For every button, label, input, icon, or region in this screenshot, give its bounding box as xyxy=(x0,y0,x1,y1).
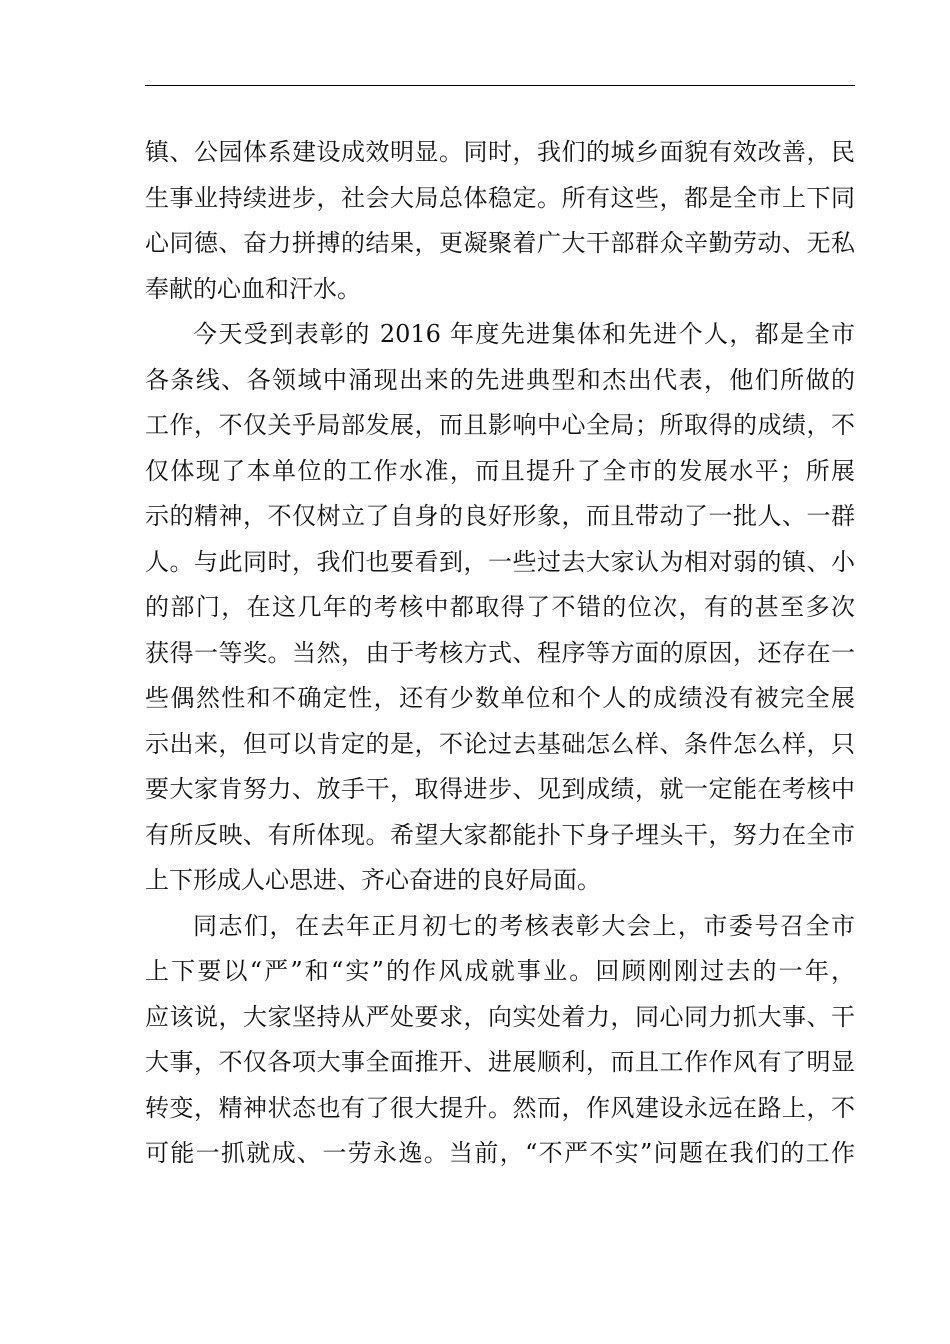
text-line: 应该说，大家坚持从严处要求，向实处着力，同心同力抓大事、干 xyxy=(145,1002,855,1031)
body-text xyxy=(145,130,855,1177)
text-line: 奉献的心血和汗水。 xyxy=(145,274,361,303)
header-rule xyxy=(145,85,855,86)
paragraph xyxy=(145,130,855,312)
text-line: 镇、公园体系建设成效明显。同时，我们的城乡面貌有效改善，民 xyxy=(145,138,855,166)
text-line: 示的精神，不仅树立了自身的良好形象，而且带动了一批人、一群 xyxy=(145,502,855,530)
text-line: 有所反映、有所体现。希望大家都能扑下身子埋头干，努力在全市 xyxy=(145,820,855,849)
text-line: 大事，不仅各项大事全面推开、进展顺利，而且工作作风有了明显 xyxy=(145,1048,855,1076)
text-line: 要大家肯努力、放手干，取得进步、见到成绩，就一定能在考核中 xyxy=(145,775,855,803)
text-line: 仅体现了本单位的工作水准，而且提升了全市的发展水平；所展 xyxy=(145,456,855,485)
text-line: 今天受到表彰的 2016 年度先进集体和先进个人，都是全市 xyxy=(193,320,855,348)
paragraph xyxy=(145,312,855,904)
text-line: 人。与此同时，我们也要看到，一些过去大家认为相对弱的镇、小 xyxy=(145,547,855,576)
text-line: 些偶然性和不确定性，还有少数单位和个人的成绩没有被完全展 xyxy=(145,684,855,712)
text-line: 各条线、各领域中涌现出来的先进典型和杰出代表，他们所做的 xyxy=(145,365,855,394)
text-line: 同志们，在去年正月初七的考核表彰大会上，市委号召全市 xyxy=(193,911,855,940)
text-line: 的部门，在这几年的考核中都取得了不错的位次，有的甚至多次 xyxy=(145,593,855,621)
text-line: 心同德、奋力拼搏的结果，更凝聚着广大干部群众辛勤劳动、无私 xyxy=(145,229,855,257)
text-line: 获得一等奖。当然，由于考核方式、程序等方面的原因，还存在一 xyxy=(145,638,855,667)
text-line: 转变，精神状态也有了很大提升。然而，作风建设永远在路上，不 xyxy=(145,1093,855,1122)
text-line: 生事业持续进步，社会大局总体稳定。所有这些，都是全市上下同 xyxy=(145,183,855,212)
paragraph xyxy=(145,904,855,1177)
text-line: 工作，不仅关乎局部发展，而且影响中心全局；所取得的成绩，不 xyxy=(145,411,855,439)
text-line: 上下要以“严”和“实”的作风成就事业。回顾刚刚过去的一年， xyxy=(145,957,855,985)
text-line: 示出来，但可以肯定的是，不论过去基础怎么样、条件怎么样，只 xyxy=(145,729,855,758)
text-line: 可能一抓就成、一劳永逸。当前，“不严不实”问题在我们的工作 xyxy=(145,1139,855,1167)
text-line: 上下形成人心思进、齐心奋进的良好局面。 xyxy=(145,866,601,894)
